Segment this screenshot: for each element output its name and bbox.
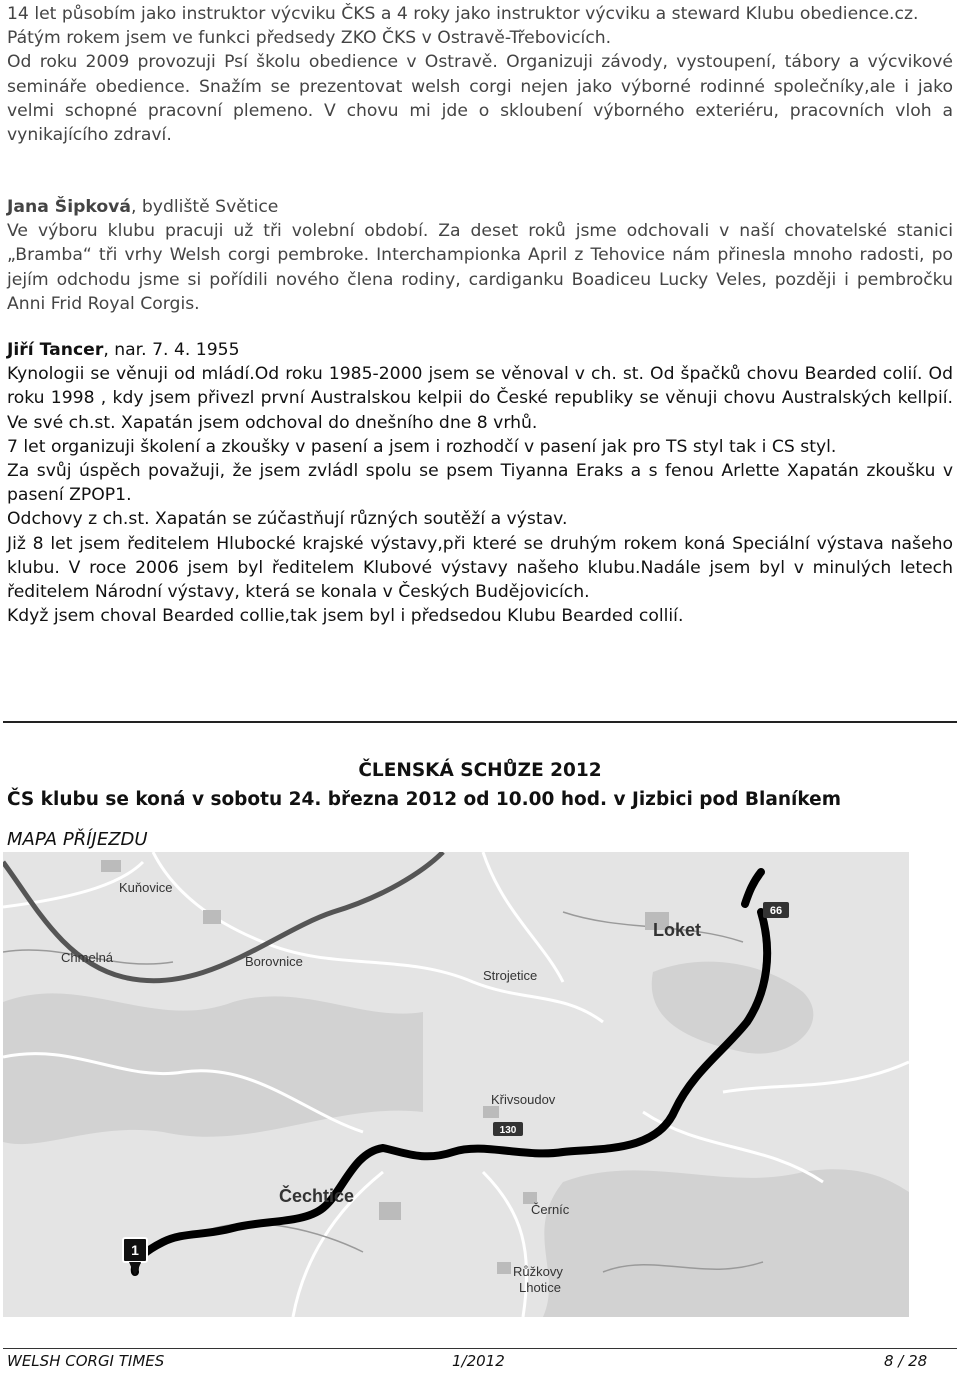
footer-rule [3,1348,957,1349]
intro-line-2: Pátým rokem jsem ve funkci předsedy ZKO ČKS v Ostravě-Třebovicích. [7,28,612,49]
footer-issue: 1/2012 [452,1352,505,1370]
map-label-lhotice: Lhotice [519,1280,561,1295]
map-heading: MAPA PŘÍJEZDU [7,829,148,850]
tancer-birth: , nar. 7. 4. 1955 [103,340,240,360]
start-marker-label: 1 [131,1242,139,1258]
tancer-paragraph-6: Když jsem choval Bearded collie,tak jsem byl i předsedou Klubu Bearded collií. [7,606,684,627]
tancer-paragraph-4: Odchovy z ch.st. Xapatán se zúčastňují různých soutěží a výstav. [7,509,568,530]
intro-line-1: 14 let působím jako instruktor výcviku ČKS a 4 roky jako instruktor výcviku a steward Klubu obedience.cz. [7,4,919,24]
footer-publication: WELSH CORGI TIMES [7,1352,165,1370]
map-label-ruzkovy: Růžkovy [513,1264,563,1279]
route-map-svg [3,852,909,1317]
tancer-heading [7,338,953,362]
road-shield-130 [493,1122,523,1136]
road-shield-66 [763,902,789,918]
tancer-section [7,338,953,628]
map-label-strojetice: Strojetice [483,968,538,983]
section-divider [3,721,957,723]
tancer-paragraph-2: 7 let organizuji školení a zkoušky v pasení a jsem i rozhodčí v pasení jak pro TS styl tak i CS styl. [7,436,837,457]
intro-section [7,2,953,147]
map-label-cernice: Černíc [531,1202,570,1217]
road-shield-66-label: 66 [769,905,783,917]
sipkova-name: Jana Šipková [7,197,131,217]
intro-line-3: Od roku 2009 provozuji Psí školu obedience v Ostravě. Organizuji závody, vystoupení, tábory a výcvikové semináře obedience. Snažím se prezentovat welsh corgi nejen jako výborné rodinné společníky,ale i jako velmi schopné pracovní plemeno. V chovu mi jde o skloubení výborného exteriéru, pracovních vloh a vynikajícího zdraví. [7,52,953,146]
tancer-name: Jiří Tancer [7,340,104,360]
map-label-chmelna: Chmelná [61,950,114,965]
road-shield-130-label: 130 [499,1125,517,1136]
footer-page-number: 8 / 28 [884,1352,928,1370]
map-label-cechtice: Čechtice [279,1186,355,1206]
map-label-loket: Loket [653,920,702,940]
sipkova-section [7,195,953,316]
map-label-borovnice: Borovnice [245,954,303,969]
tancer-paragraph-1: Kynologii se věnuji od mládí.Od roku 1985-2000 jsem se věnoval v ch. st. Od špačků chovu Bearded colií. Od roku 1998 , kdy jsem přivezl první Australskou kelpii do České republiky se věnuji chovu Australských kellpií. Ve své ch.st. Xapatán jsem odchoval do dnešního dne 8 vrhů. [7,364,953,433]
map-label-kunovice: Kuňovice [119,880,173,895]
sipkova-residence: , bydliště Světice [130,197,279,217]
map-label-krivsoudov: Křivsoudov [491,1092,556,1107]
route-map [3,852,909,1317]
sipkova-heading [7,195,953,219]
meeting-details: ČS klubu se koná v sobotu 24. března 2012 od 10.00 hod. v Jizbici pod Blaníkem [7,789,841,810]
meeting-title: ČLENSKÁ SCHŮZE 2012 [358,760,602,781]
sipkova-text: Ve výboru klubu pracuji už tři volební období. Za deset roků jsme odchovali v naší chovatelské stanici „Bramba“ tři vrhy Welsh corgi pembroke. Interchampionka April z Tehovice nám přinesla mnoho radosti, po jejím odchodu jsme si pořídili nového člena rodiny, cardiganku Boadiceu Lucky Veles, později i pembročku Anni Frid Royal Corgis. [7,221,953,314]
tancer-paragraph-3: Za svůj úspěch považuji, že jsem zvládl spolu se psem Tiyanna Eraks a s fenou Arlette Xapatán zkoušku v pasení ZPOP1. [7,461,953,506]
tancer-paragraph-5: Již 8 let jsem ředitelem Hlubocké krajské výstavy,při které se druhým rokem koná Speciální výstava našeho klubu. V roce 2006 jsem byl ředitelem Klubové výstavy našeho klubu.Nadále jsem byl v minulých letech ředitelem Národní výstavy, která se konala v Českých Budějovicích. [7,533,953,603]
